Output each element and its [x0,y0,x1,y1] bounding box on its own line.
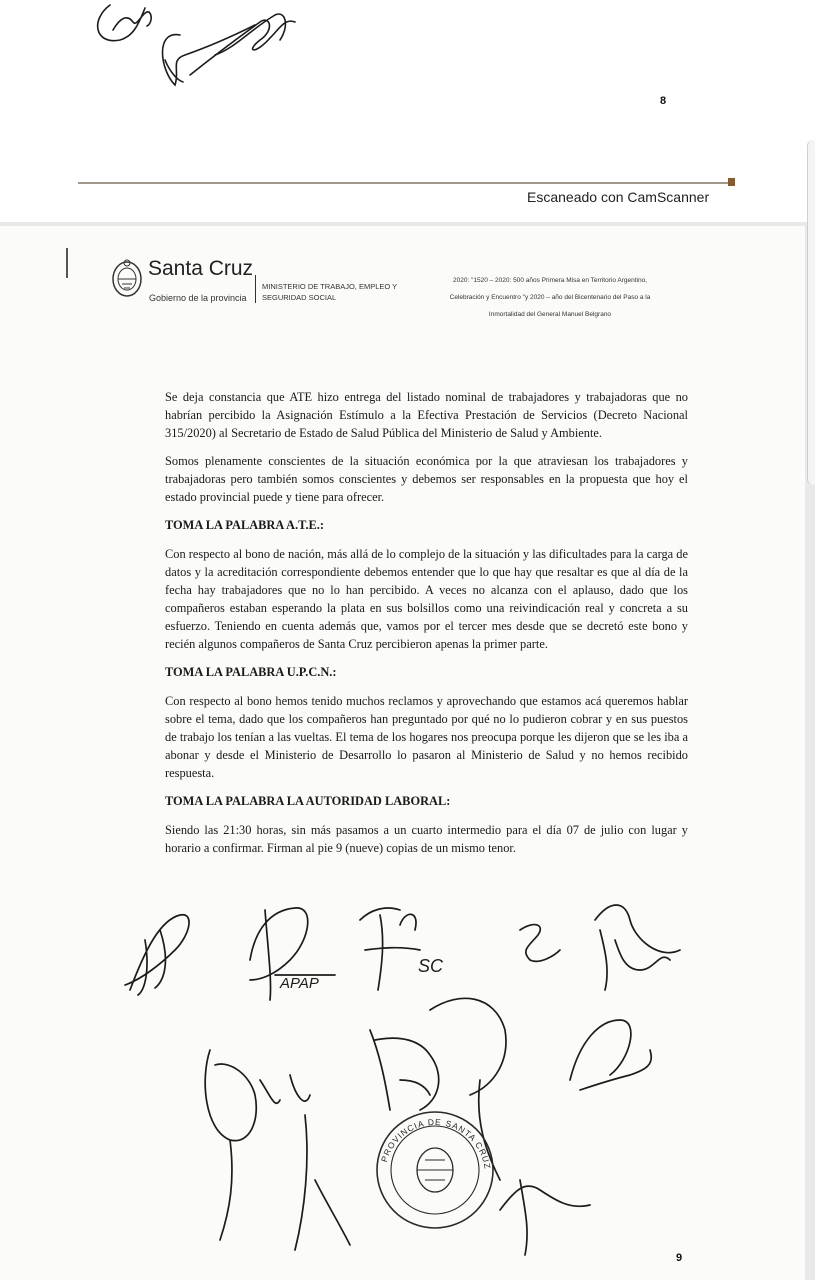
signature-7 [205,1050,310,1240]
year-motto [415,272,685,323]
signature-11 [295,1115,350,1250]
letterhead-logo [110,255,410,307]
handwritten-sc: SC [418,956,444,976]
motto-line: Celebración y Encuentro "y 2020 – año del Bicentenario del Paso a la [449,294,651,301]
signature-top-left [85,0,385,100]
signature-6 [570,1020,651,1090]
paragraph: Con respecto al bono de nación, más allá de lo complejo de la situación y las dificultades para la carga de datos y la acreditación correspondiente debemos entender que lo que hay que resaltar es que al día de la fecha hay trabajadores que no lo han percibido. A veces no alcanza con el aplauso, dado que los compañeros estaban esperando la plata en sus bolsillos como una reivindicación real y concreta a su esfuerzo. Teniendo en cuenta además que, vamos por el tercer mes desde que se decretó este bono y recién algunos compañeros de Santa Cruz percibieron apenas la primer parte. [165,547,688,651]
signatures-block [100,880,700,1260]
scan-corner-mark [728,178,735,186]
signature-10 [500,1180,590,1255]
signature-5 [595,905,680,990]
signature-8 [370,1030,439,1110]
handwritten-apap: APAP [280,975,319,992]
signature-4 [520,925,560,962]
paragraph: Siendo las 21:30 horas, sin más pasamos a un cuarto intermedio para el día 07 de julio con lugar y horario a confirmar. Firman al pie 9 (nueve) copias de un mismo tenor. [165,823,688,855]
section-heading-upcn: TOMA LA PALABRA U.P.C.N.: [165,665,337,679]
signature-1 [125,915,189,995]
provincial-seal-icon [110,255,144,299]
scrollbar[interactable] [807,140,815,485]
brand-separator [255,275,256,303]
brand-subtitle: Gobierno de la provincia [149,293,247,303]
paragraph: Con respecto al bono hemos tenido muchos reclamos y aprovechando que estamos acá queremos hablar sobre el tema, dado que los compañeros han preguntado por qué no lo pudieron cobrar y en sus puestos de trabajo los tenían a las vueltas. El tema de los hogares nos preocupa porque les dijeron que se les iba a abonar y desde el Ministerio de Desarrollo lo pasaron al Ministerio de Salud y no hemos recibido respuesta. [165,694,688,780]
page-number-top: 8 [660,95,667,107]
brand-name: Santa Cruz [148,257,254,280]
section-heading-ate: TOMA LA PALABRA A.T.E.: [165,518,325,532]
stamp-text: PROVINCIA DE SANTA CRUZ [378,1116,493,1171]
section-heading-autoridad: TOMA LA PALABRA LA AUTORIDAD LABORAL: [165,794,451,808]
signature-3 [360,908,420,990]
motto-line: 2020: "1520 – 2020: 500 años Primera Misa en Territorio Argentino, [452,277,648,284]
document-body [165,388,688,867]
margin-mark [66,248,68,278]
signature-9 [430,998,506,1180]
paragraph: Somos plenamente conscientes de la situación económica por la que atraviesan los trabajadores y trabajadoras pero también somos conscientes y debemos ser responsables en la propuesta que hoy el estado provincial puede y tiene para ofrecer. [165,454,688,504]
ministry-name: MINISTERIO DE TRABAJO, EMPLEO Y SEGURIDAD SOCIAL [262,282,398,302]
scanner-watermark: Escaneado con CamScanner [527,189,710,205]
paragraph: Se deja constancia que ATE hizo entrega del listado nominal de trabajadores y trabajadoras que no habrían percibido la Asignación Estímulo a la Efectiva Prestación de Servicios (Decreto Nacional 315/2020) al Secretario de Estado de Salud Pública del Ministerio de Salud y Ambiente. [165,390,688,440]
official-stamp [377,1112,493,1228]
page-number-bottom: 9 [676,1252,683,1264]
scan-divider-line [78,182,732,184]
motto-line: Inmortalidad del General Manuel Belgrano [488,311,612,318]
